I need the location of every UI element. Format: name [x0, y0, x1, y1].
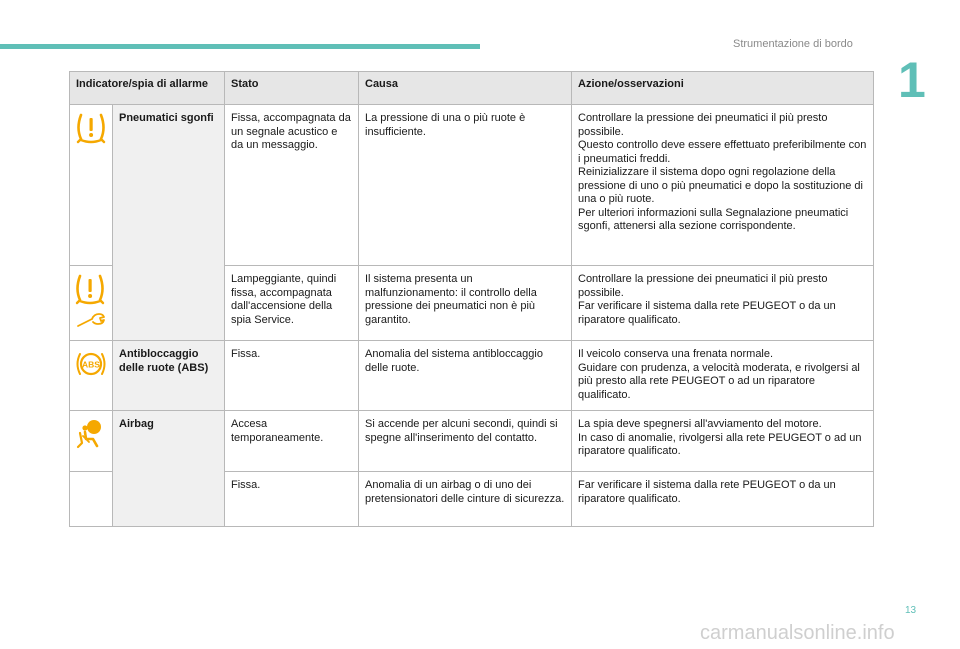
icon-cell — [70, 105, 113, 266]
header-azione: Azione/osservazioni — [572, 72, 874, 105]
section-title: Strumentazione di bordo — [733, 38, 853, 50]
cell-causa: Il sistema presenta un malfunzionamento: il controllo della pressione dei pneumatici non è più garantito. — [359, 266, 572, 341]
tyre-pressure-warning-icon — [74, 111, 108, 145]
icon-cell — [70, 266, 113, 341]
cell-azione: Il veicolo conserva una frenata normale. Guidare con prudenza, a velocità moderata, e rivolgersi al più presto alla rete PEUGEOT o ad un riparatore qualificato. — [572, 341, 874, 411]
cell-stato: Fissa, accompagnata da un segnale acustico e da un messaggio. — [225, 105, 359, 266]
chapter-number: 1 — [898, 52, 926, 108]
abs-icon-label: ABS — [82, 359, 100, 370]
cell-stato: Fissa. — [225, 341, 359, 411]
icon-cell — [70, 411, 113, 472]
indicator-name: Airbag — [113, 411, 225, 527]
airbag-icon — [74, 417, 108, 451]
cell-azione: La spia deve spegnersi all'avviamento del motore. In caso di anomalie, rivolgersi alla rete PEUGEOT o ad un riparatore qualificato. — [572, 411, 874, 472]
header-indicator: Indicatore/spia di allarme — [70, 72, 225, 105]
cell-azione: Controllare la pressione dei pneumatici il più presto possibile. Far verificare il sistema dalla rete PEUGEOT o da un riparatore qualificato. — [572, 266, 874, 341]
cell-azione: Far verificare il sistema dalla rete PEUGEOT o da un riparatore qualificato. — [572, 472, 874, 527]
cell-stato: Accesa temporaneamente. — [225, 411, 359, 472]
header-accent-bar — [0, 44, 480, 49]
table-row — [70, 341, 874, 411]
watermark: carmanualsonline.info — [700, 622, 895, 644]
abs-icon — [74, 347, 108, 381]
table-row — [70, 105, 874, 266]
cell-stato: Lampeggiante, quindi fissa, accompagnata dall'accensione della spia Service. — [225, 266, 359, 341]
page-number: 13 — [905, 605, 917, 616]
header-stato: Stato — [225, 72, 359, 105]
cell-azione: Controllare la pressione dei pneumatici il più presto possibile. Questo controllo deve essere effettuato preferibilmente con i pneumatici freddi. Reinizializzare il sistema dopo ogni regolazione della pressione di uno o più pneumatici e dopo la sostituzione di una o più ruote. Per ulteriori informazioni sulla Segnalazione pneumatici sgonfi, attenersi alla sezione corrispondente. — [572, 105, 874, 266]
cell-causa: Anomalia di un airbag o di uno dei pretensionatori delle cinture di sicurezza. — [359, 472, 572, 527]
cell-causa: Si accende per alcuni secondi, quindi si spegne all'inserimento del contatto. — [359, 411, 572, 472]
cell-stato: Fissa. — [225, 472, 359, 527]
icon-cell — [70, 472, 113, 527]
icon-cell — [70, 341, 113, 411]
indicator-name: Pneumatici sgonfi — [113, 105, 225, 341]
warning-lights-table — [69, 71, 874, 527]
cell-causa: La pressione di una o più ruote è insufficiente. — [359, 105, 572, 266]
cell-causa: Anomalia del sistema antibloccaggio delle ruote. — [359, 341, 572, 411]
table-header-row — [70, 72, 874, 105]
indicator-name: Antibloccaggio delle ruote (ABS) — [113, 341, 225, 411]
header-causa: Causa — [359, 72, 572, 105]
tyre-pressure-service-icon — [72, 272, 110, 330]
table-row — [70, 411, 874, 472]
